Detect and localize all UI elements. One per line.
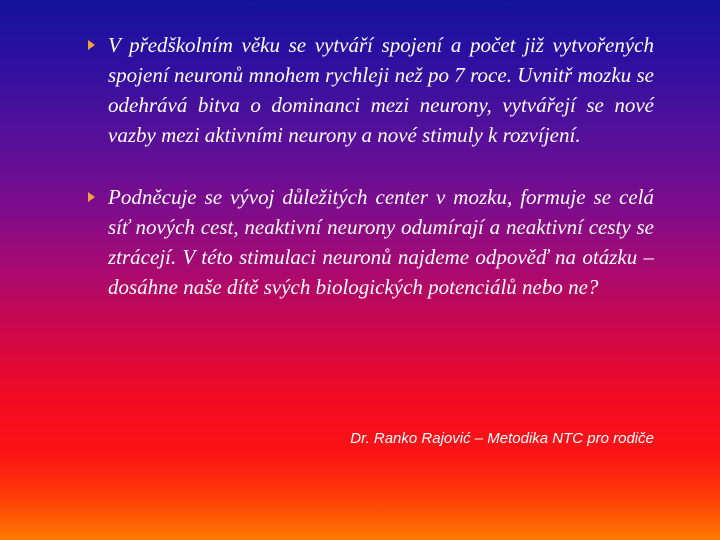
bullet-list — [88, 30, 654, 334]
bullet-item — [88, 182, 654, 302]
bullet-text: Podněcuje se vývoj důležitých center v mozku, formuje se celá síť nových cest, neaktivní neurony odumírají a neaktivní cesty se ztrácejí. V této stimulaci neuronů najdeme odpověď na otázku – dosáhne naše dítě svých biologických potenciálů nebo ne? — [108, 185, 654, 299]
bullet-item — [88, 30, 654, 150]
attribution: Dr. Ranko Rajović – Metodika NTC pro rodiče — [350, 430, 654, 447]
triangle-bullet-icon — [88, 192, 95, 202]
bullet-text: V předškolním věku se vytváří spojení a počet již vytvořených spojení neuronů mnohem rychleji než po 7 roce. Uvnitř mozku se odehrává bitva o dominanci mezi neurony, vytvářejí se nové vazby mezi aktivními neurony a nové stimuly k rozvíjení. — [108, 33, 654, 147]
triangle-bullet-icon — [88, 40, 95, 50]
